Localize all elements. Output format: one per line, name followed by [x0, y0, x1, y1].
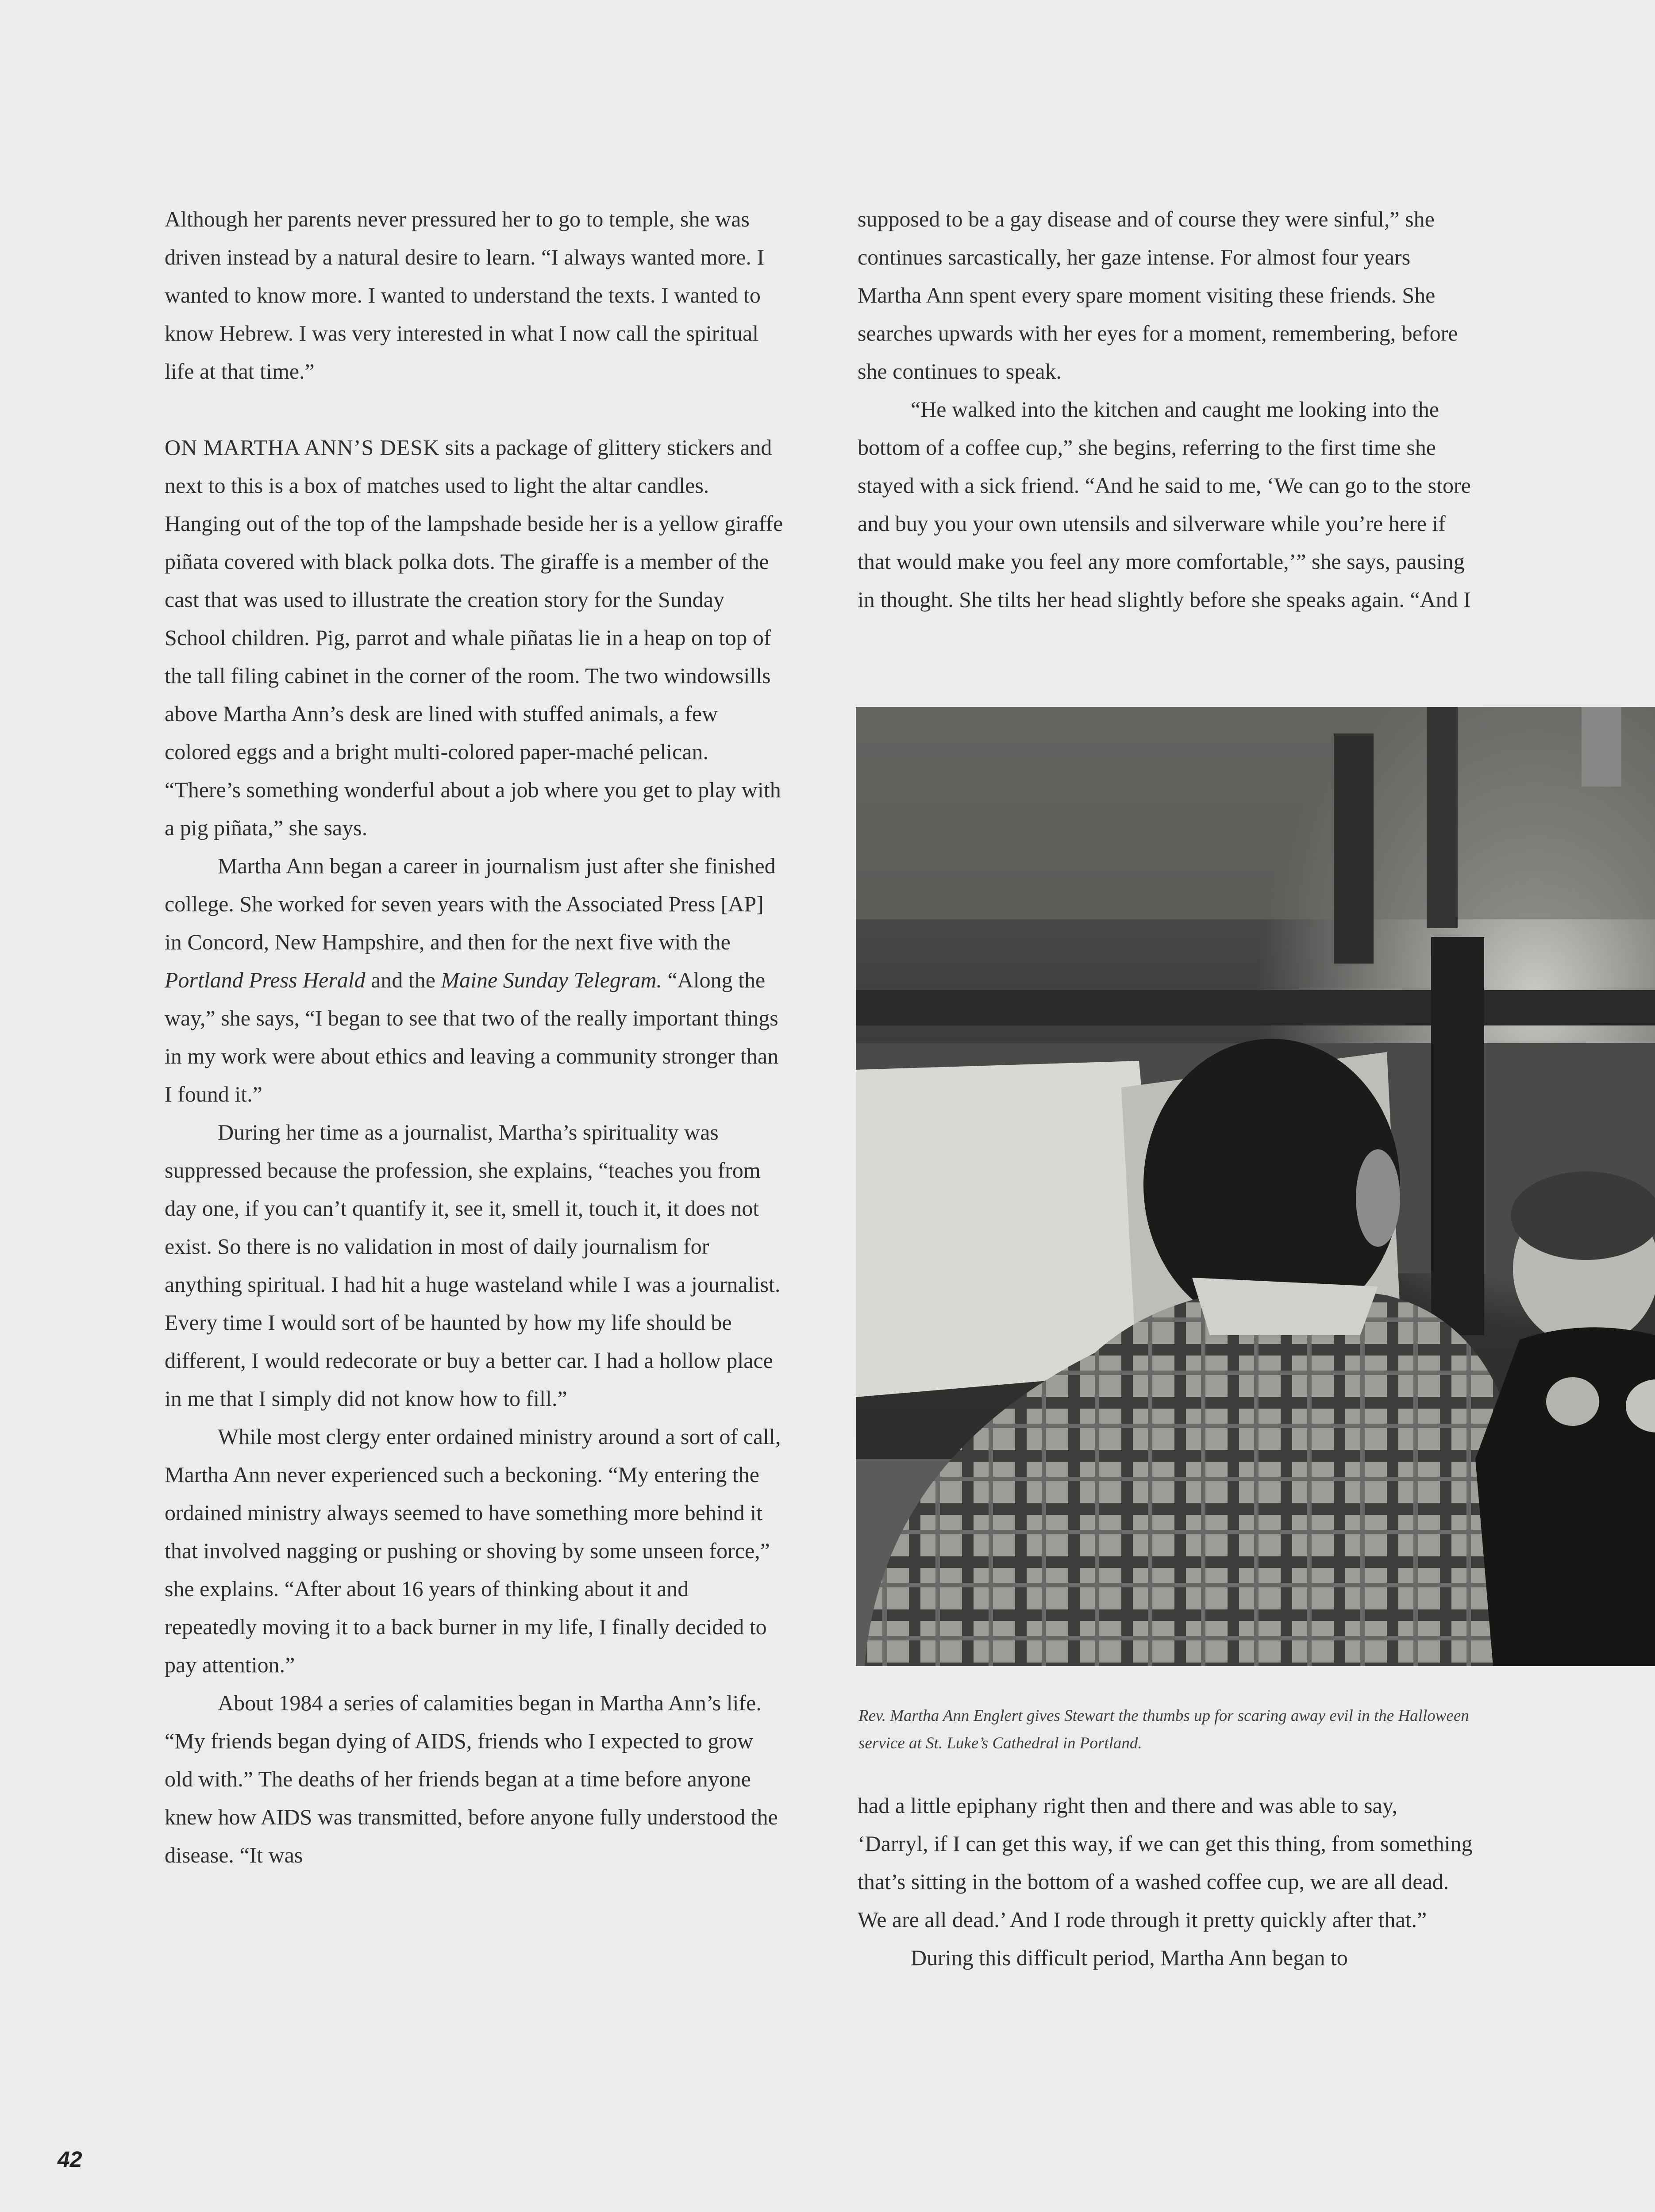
left-column	[165, 200, 784, 1874]
page-number: 42	[58, 2147, 82, 2172]
photo-caption: Rev. Martha Ann Englert gives Stewart the thumbs up for scaring away evil in the Halloween service at St. Luke’s Cathedral in Portland.	[858, 1707, 1469, 1752]
right-column-bottom	[858, 1786, 1473, 1977]
paragraph-text: Martha Ann began a career in journalism just after she finished college. She worked for seven years with the Associated Press [AP] in Concord, New Hampshire, and then for the next five with the	[165, 853, 776, 954]
photograph	[856, 707, 1655, 1666]
paragraph-text: and the	[365, 968, 441, 992]
paragraph-text: sits a package of glittery stickers and next to this is a box of matches used to light the altar candles. Hanging out of the top of the lampshade beside her is a yellow giraffe piñata covered with black polka dots. The giraffe is a member of the cast that was used to illustrate the creation story for the Sunday School children. Pig, parrot and whale piñatas lie in a heap on top of the tall filing cabinet in the corner of the room. The two windowsills above Martha Ann’s desk are lined with stuffed animals, a few colored eggs and a bright multi-colored paper-maché pelican. “There’s something wonderful about a job where you get to play with a pig piñata,” she says.	[165, 435, 783, 840]
paragraph: Although her parents never pressured her to go to temple, she was driven instead by a natural desire to learn. “I always wanted more. I wanted to know more. I wanted to understand the texts. I wanted to know Hebrew. I was very interested in what I now call the spiritual life at that time.”	[165, 207, 765, 384]
paragraph: About 1984 a series of calamities began in Martha Ann’s life. “My friends began dying of AIDS, friends who I expected to grow old with.” The deaths of her friends began at a time before anyone knew how AIDS was transmitted, before anyone fully understood the disease. “It was	[165, 1690, 778, 1867]
publication-title: Portland Press Herald	[165, 968, 366, 992]
paragraph: supposed to be a gay disease and of course they were sinful,” she continues sarcastically, her gaze intense. For almost four years Martha Ann spent every spare moment visiting these friends. She searches upwards with her eyes for a moment, remembering, before she continues to speak.	[858, 207, 1458, 384]
right-column-top	[858, 200, 1473, 618]
paragraph: During this difficult period, Martha Ann began to	[911, 1945, 1348, 1970]
paragraph: During her time as a journalist, Martha’s spirituality was suppressed because the profession, she explains, “teaches you from day one, if you can’t quantify it, see it, smell it, touch it, it does not exist. So there is no validation in most of daily journalism for anything spiritual. I had hit a huge wasteland while I was a journalist. Every time I would sort of be haunted by how my life should be different, I would redecorate or buy a better car. I had a hollow place in me that I simply did not know how to fill.”	[165, 1120, 781, 1411]
photo-illustration	[856, 707, 1655, 1666]
paragraph	[165, 847, 784, 1113]
paragraph	[165, 428, 784, 847]
paragraph: had a little epiphany right then and there and was able to say, ‘Darryl, if I can get this way, if we can get this thing, from something that’s sitting in the bottom of a washed coffee cup, we are all dead. We are all dead.’ And I rode through it pretty quickly after that.”	[858, 1793, 1473, 1932]
publication-title: Maine Sunday Telegram.	[441, 968, 662, 992]
paragraph-text: “Along the way,” she says, “I began to see that two of the really important things in my work were about ethics and leaving a community stronger than I found it.”	[165, 968, 779, 1106]
section-lead-in: ON MARTHA ANN’S DESK	[165, 435, 440, 460]
paragraph: While most clergy enter ordained ministry around a sort of call, Martha Ann never experienced such a beckoning. “My entering the ordained ministry always seemed to have something more behind it that involved nagging or pushing or shoving by some unseen force,” she explains. “After about 16 years of thinking about it and repeatedly moving it to a back burner in my life, I finally decided to pay attention.”	[165, 1424, 781, 1677]
paragraph: “He walked into the kitchen and caught me looking into the bottom of a coffee cup,” she begins, referring to the first time she stayed with a sick friend. “And he said to me, ‘We can go to the store and buy you your own utensils and silverware while you’re here if that would make you feel any more comfortable,’” she says, pausing in thought. She tilts her head slightly before she speaks again. “And I	[858, 397, 1471, 612]
